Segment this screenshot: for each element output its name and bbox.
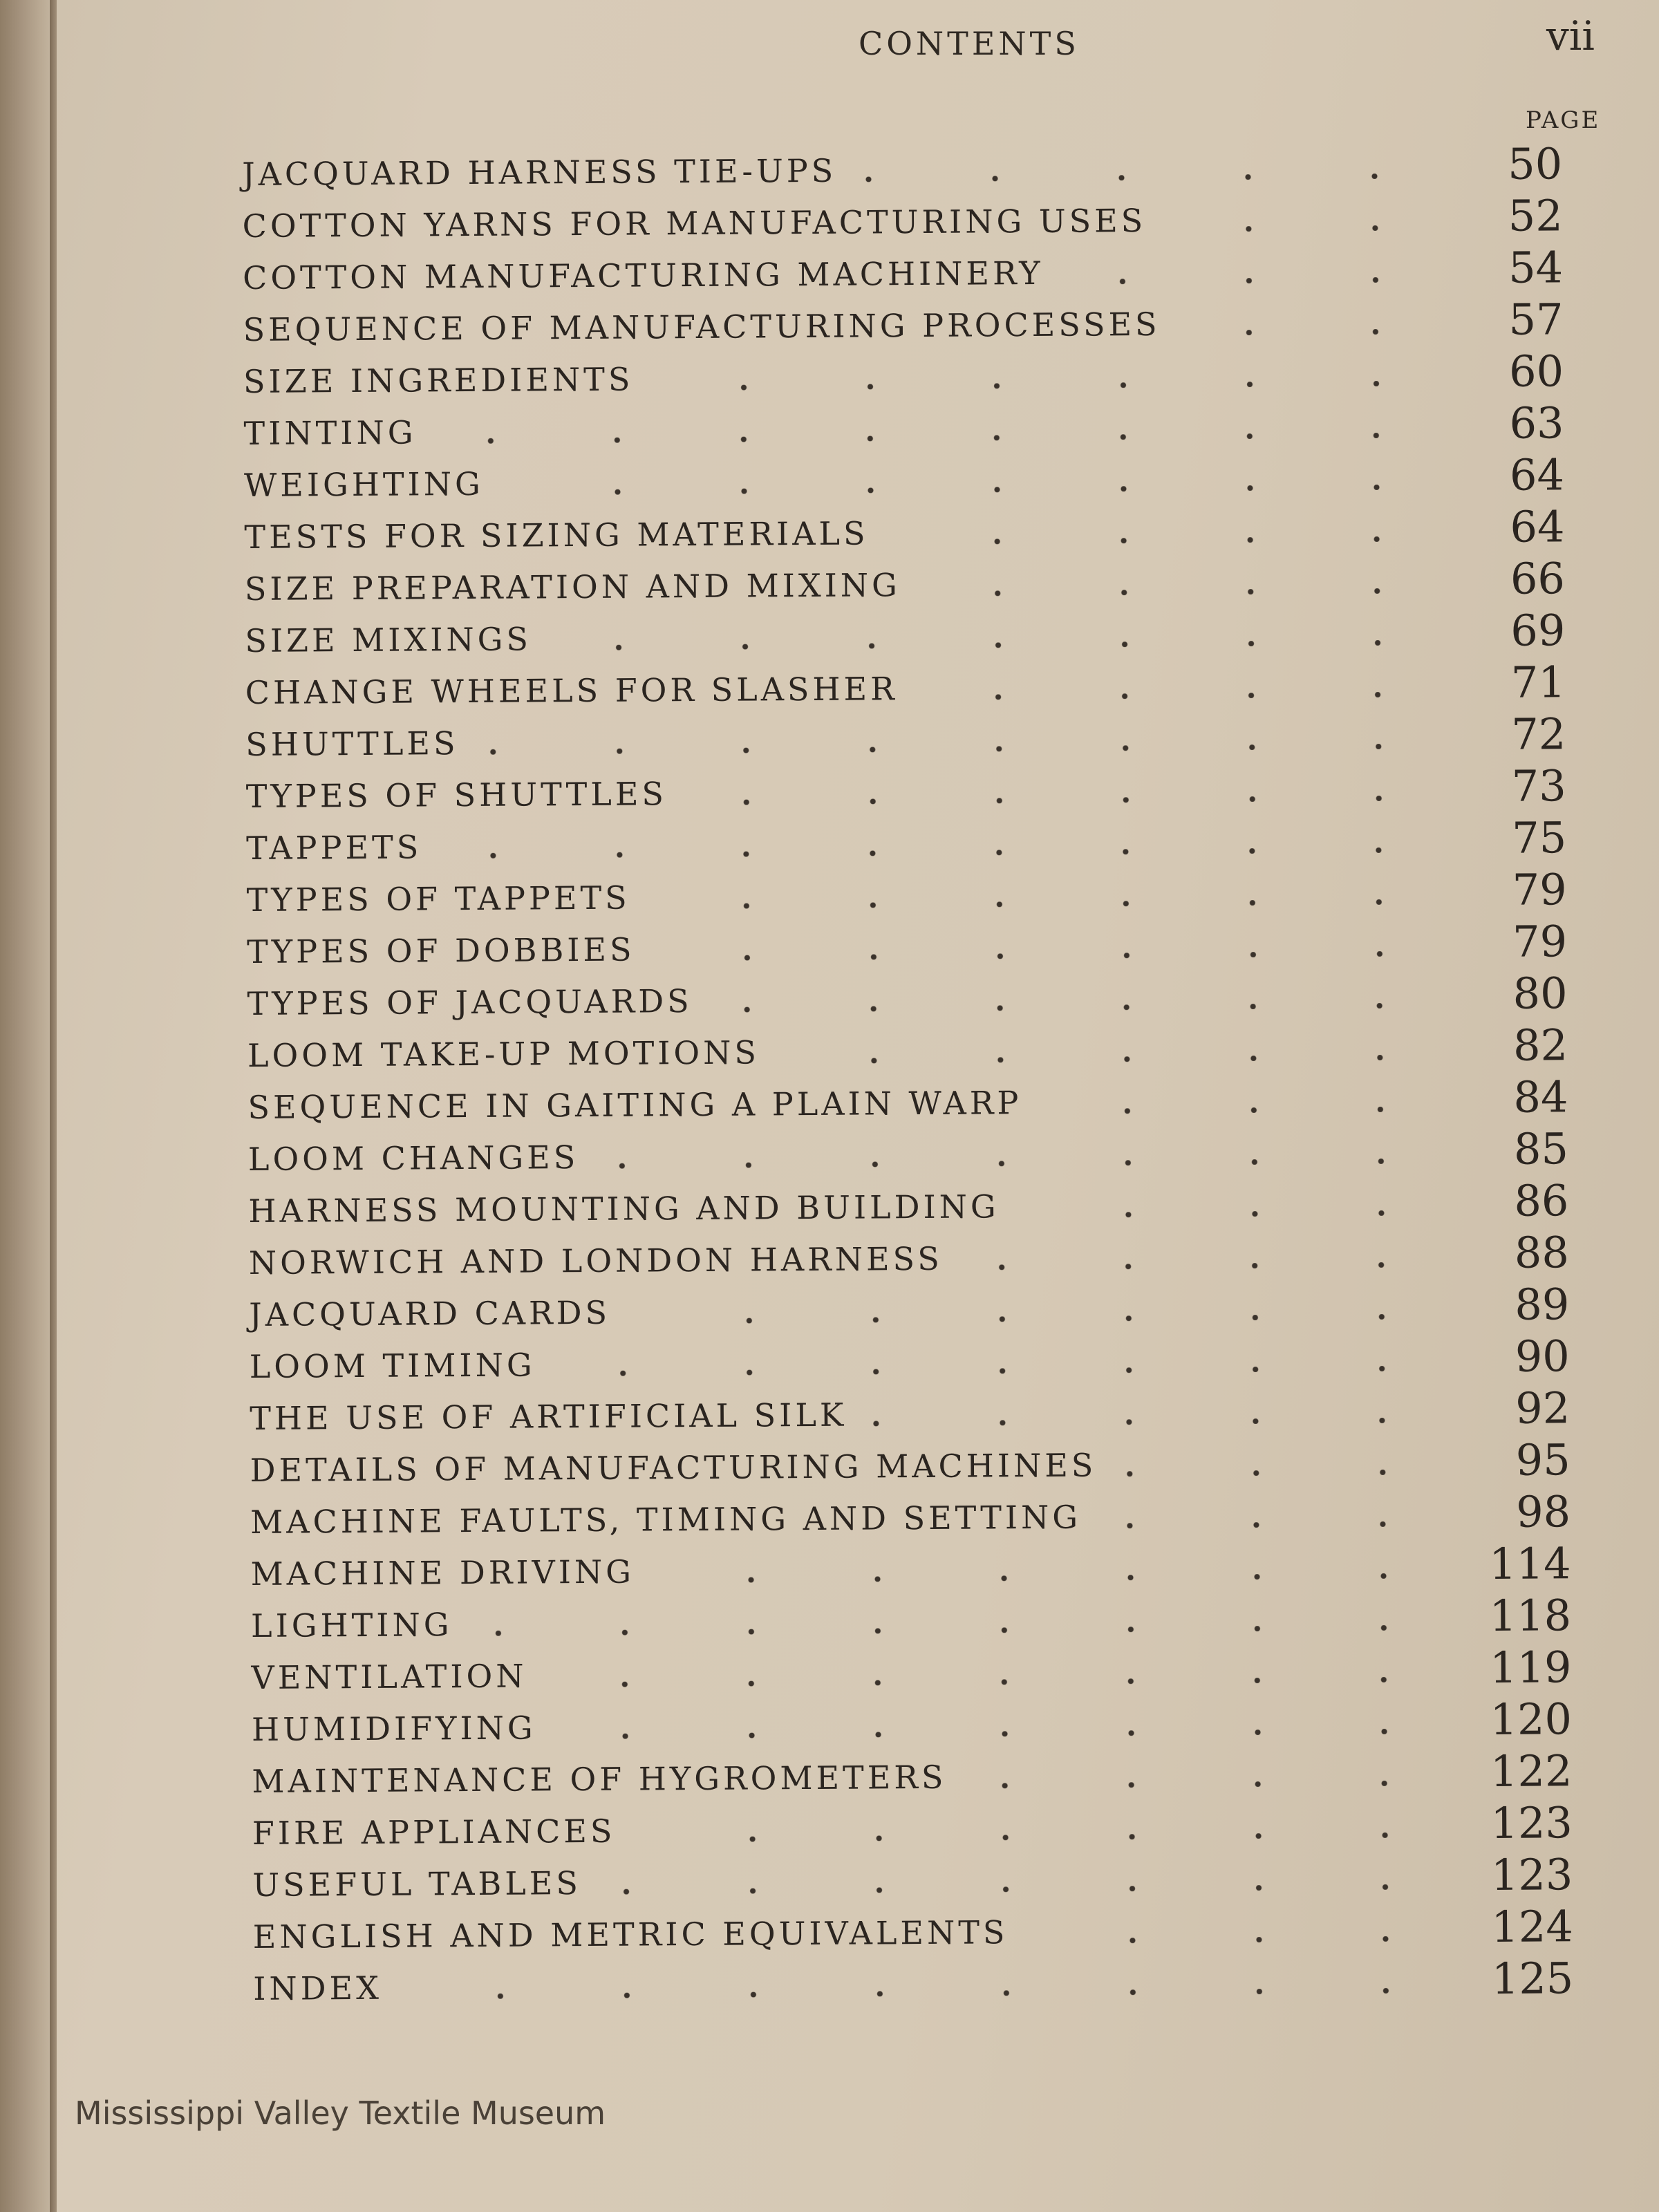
dot-leader	[480, 743, 1441, 754]
toc-entry-title: SIZE PREPARATION AND MIXING	[244, 566, 901, 608]
toc-entry-title: USEFUL TABLES	[252, 1864, 582, 1904]
dot-leader	[1043, 1106, 1444, 1114]
dot-leader	[1065, 276, 1438, 284]
toc-entry-page-number: 125	[1491, 1953, 1574, 2005]
toc-entry-title: TYPES OF SHUTTLES	[245, 775, 668, 815]
toc-entry	[248, 1123, 1596, 1183]
dot-leader	[438, 432, 1440, 444]
dot-leader	[557, 1728, 1447, 1739]
toc-entry-page-number: 54	[1508, 242, 1564, 293]
toc-entry-page-number: 69	[1510, 605, 1566, 656]
toc-entry-page-number: 98	[1515, 1486, 1571, 1537]
dot-leader	[631, 1313, 1445, 1324]
toc-entry	[245, 657, 1593, 717]
toc-entry	[252, 1694, 1600, 1754]
dot-leader	[964, 1262, 1445, 1270]
toc-entry-page-number: 80	[1512, 968, 1568, 1019]
page-edge	[50, 0, 57, 2212]
toc-entry-title: LOOM CHANGES	[247, 1138, 579, 1178]
toc-entry-page-number: 64	[1509, 449, 1565, 500]
dot-leader	[474, 1624, 1447, 1636]
toc-entry	[243, 346, 1591, 406]
toc-entry-title: COTTON YARNS FOR MANUFACTURING USES	[242, 202, 1147, 245]
running-head: CONTENTS	[859, 25, 1080, 62]
dot-leader	[1168, 225, 1438, 232]
dot-leader	[890, 536, 1441, 545]
toc-entry	[243, 242, 1591, 302]
toc-entry	[250, 1434, 1597, 1494]
toc-entry	[247, 968, 1595, 1028]
toc-entry	[252, 1797, 1600, 1857]
toc-entry	[253, 1901, 1601, 1961]
toc-entry	[246, 812, 1594, 872]
toc-entry-page-number: 82	[1512, 1020, 1568, 1071]
toc-entry-title: SHUTTLES	[245, 724, 459, 763]
toc-entry-title: TAPPETS	[246, 828, 422, 867]
toc-entry	[249, 1227, 1597, 1287]
toc-entry-page-number: 79	[1512, 864, 1567, 915]
toc-entry	[244, 501, 1592, 561]
toc-entry	[247, 1071, 1595, 1132]
toc-entry-page-number: 95	[1515, 1434, 1571, 1485]
dot-leader	[443, 847, 1443, 859]
toc-entry-title: TESTS FOR SIZING MATERIALS	[244, 514, 869, 556]
toc-entry-title: TINTING	[243, 413, 417, 452]
toc-entry	[250, 1486, 1598, 1546]
dot-leader	[552, 639, 1441, 650]
toc-entry-title: HUMIDIFYING	[251, 1709, 536, 1748]
toc-entry	[252, 1745, 1600, 1806]
toc-entry-title: SEQUENCE OF MANUFACTURING PROCESSES	[243, 305, 1161, 348]
toc-entry-page-number: 64	[1510, 501, 1565, 552]
dot-leader	[656, 950, 1443, 961]
toc-entry-page-number: 92	[1515, 1382, 1571, 1434]
toc-entry-title: MACHINE FAULTS, TIMING AND SETTING	[250, 1498, 1082, 1541]
toc-entry-page-number: 63	[1509, 397, 1564, 449]
toc-entry-title: SIZE INGREDIENTS	[243, 360, 634, 400]
toc-entry	[247, 1020, 1595, 1080]
dot-leader	[868, 1417, 1446, 1426]
toc-entry	[250, 1538, 1598, 1598]
toc-entry-title: INDEX	[253, 1969, 383, 2007]
toc-entry	[253, 1953, 1601, 2013]
toc-entry-page-number: 118	[1489, 1590, 1572, 1642]
dot-leader	[655, 1573, 1446, 1583]
toc-entry-page-number: 89	[1515, 1279, 1570, 1330]
toc-entry-title: CHANGE WHEELS FOR SLASHER	[245, 670, 898, 711]
toc-entry-page-number: 84	[1513, 1071, 1568, 1123]
toc-entry	[247, 916, 1595, 976]
toc-entry-title: SIZE MIXINGS	[245, 620, 532, 659]
toc-entry	[243, 294, 1591, 354]
dot-leader	[968, 1780, 1448, 1788]
toc-entry-page-number: 71	[1510, 657, 1566, 708]
dot-leader	[505, 484, 1440, 495]
dot-leader	[637, 1832, 1448, 1842]
toc-entry-title: LIGHTING	[250, 1606, 453, 1644]
dot-leader	[1118, 1469, 1446, 1477]
toc-entry-page-number: 88	[1514, 1227, 1570, 1278]
dot-leader	[780, 1054, 1443, 1064]
toc-entry-title: COTTON MANUFACTURING MACHINERY	[242, 254, 1044, 297]
toc-entry-title: DETAILS OF MANUFACTURING MACHINES	[250, 1446, 1097, 1489]
dot-leader	[1181, 328, 1439, 335]
toc-entry-title: HARNESS MOUNTING AND BUILDING	[248, 1188, 1000, 1230]
dot-leader	[556, 1365, 1445, 1376]
toc-entry-page-number: 50	[1508, 138, 1563, 189]
toc-entry	[242, 138, 1590, 198]
toc-entry-page-number: 52	[1508, 190, 1563, 241]
toc-entry	[245, 760, 1593, 821]
toc-entry-title: MACHINE DRIVING	[250, 1553, 635, 1593]
dot-leader	[548, 1676, 1447, 1687]
toc-entry-page-number: 122	[1490, 1745, 1573, 1797]
toc-entry-page-number: 123	[1490, 1849, 1573, 1901]
toc-entry-title: MAINTENANCE OF HYGROMETERS	[252, 1758, 947, 1800]
museum-watermark: Mississippi Valley Textile Museum	[75, 2094, 606, 2132]
toc-entry	[243, 397, 1591, 458]
toc-entry-title: JACQUARD HARNESS TIE-UPS	[242, 151, 837, 193]
page-column-label: PAGE	[1526, 106, 1601, 134]
toc-entry	[250, 1382, 1597, 1443]
toc-entry-page-number: 66	[1510, 553, 1566, 604]
dot-leader	[1029, 1936, 1449, 1944]
toc-entry-title: JACQUARD CARDS	[249, 1293, 611, 1333]
toc-entry-page-number: 90	[1515, 1331, 1570, 1382]
table-of-contents	[242, 138, 1601, 2013]
toc-entry-page-number: 73	[1511, 760, 1566, 812]
toc-entry-page-number: 79	[1512, 916, 1568, 967]
toc-entry	[246, 864, 1594, 924]
toc-entry	[242, 190, 1590, 250]
toc-entry-title: FIRE APPLIANCES	[252, 1812, 616, 1852]
toc-entry-page-number: 85	[1513, 1123, 1569, 1174]
toc-entry	[250, 1331, 1597, 1391]
toc-entry-page-number: 57	[1508, 294, 1564, 345]
dot-leader	[655, 380, 1439, 391]
toc-entry-title: TYPES OF JACQUARDS	[247, 982, 693, 1022]
toc-entry	[244, 449, 1592, 509]
toc-entry	[245, 605, 1593, 665]
dot-leader	[713, 1002, 1443, 1012]
toc-entry	[251, 1642, 1599, 1702]
toc-entry-title: LOOM TIMING	[249, 1346, 536, 1385]
toc-entry-title: SEQUENCE IN GAITING A PLAIN WARP	[247, 1084, 1022, 1126]
folio-page-number: vii	[1546, 12, 1595, 59]
toc-entry	[249, 1279, 1597, 1339]
toc-entry	[248, 1175, 1596, 1235]
toc-entry-title: TYPES OF DOBBIES	[246, 930, 635, 971]
toc-entry-title: THE USE OF ARTIFICIAL SILK	[250, 1396, 847, 1437]
toc-entry-page-number: 86	[1514, 1175, 1569, 1226]
toc-entry	[245, 553, 1593, 613]
toc-entry	[252, 1849, 1600, 1909]
dot-leader	[919, 691, 1441, 700]
dot-leader	[688, 795, 1441, 805]
toc-entry-title: VENTILATION	[251, 1657, 527, 1696]
toc-entry	[251, 1590, 1599, 1650]
toc-entry-title: TYPES OF TAPPETS	[246, 879, 630, 919]
toc-entry-page-number: 75	[1512, 812, 1567, 863]
toc-entry-page-number: 119	[1489, 1642, 1572, 1694]
toc-entry-page-number: 60	[1508, 346, 1564, 397]
toc-entry-page-number: 124	[1491, 1901, 1573, 1953]
toc-entry-page-number: 72	[1511, 709, 1566, 760]
dot-leader	[600, 1158, 1444, 1168]
dot-leader	[403, 1987, 1449, 1999]
dot-leader	[1102, 1521, 1446, 1528]
book-spine	[0, 0, 50, 2212]
dot-leader	[921, 588, 1441, 597]
dot-leader	[602, 1884, 1448, 1894]
toc-entry-title: NORWICH AND LONDON HARNESS	[248, 1239, 943, 1282]
dot-leader	[1020, 1210, 1444, 1218]
dot-leader	[858, 173, 1438, 182]
toc-entry-page-number: 123	[1490, 1797, 1573, 1849]
toc-entry-title: WEIGHTING	[243, 465, 484, 504]
dot-leader	[651, 899, 1443, 909]
toc-entry	[245, 709, 1593, 769]
toc-entry-title: ENGLISH AND METRIC EQUIVALENTS	[252, 1913, 1009, 1956]
toc-entry-title: LOOM TAKE-UP MOTIONS	[247, 1033, 760, 1074]
toc-entry-page-number: 114	[1488, 1538, 1571, 1590]
toc-entry-page-number: 120	[1490, 1694, 1573, 1745]
